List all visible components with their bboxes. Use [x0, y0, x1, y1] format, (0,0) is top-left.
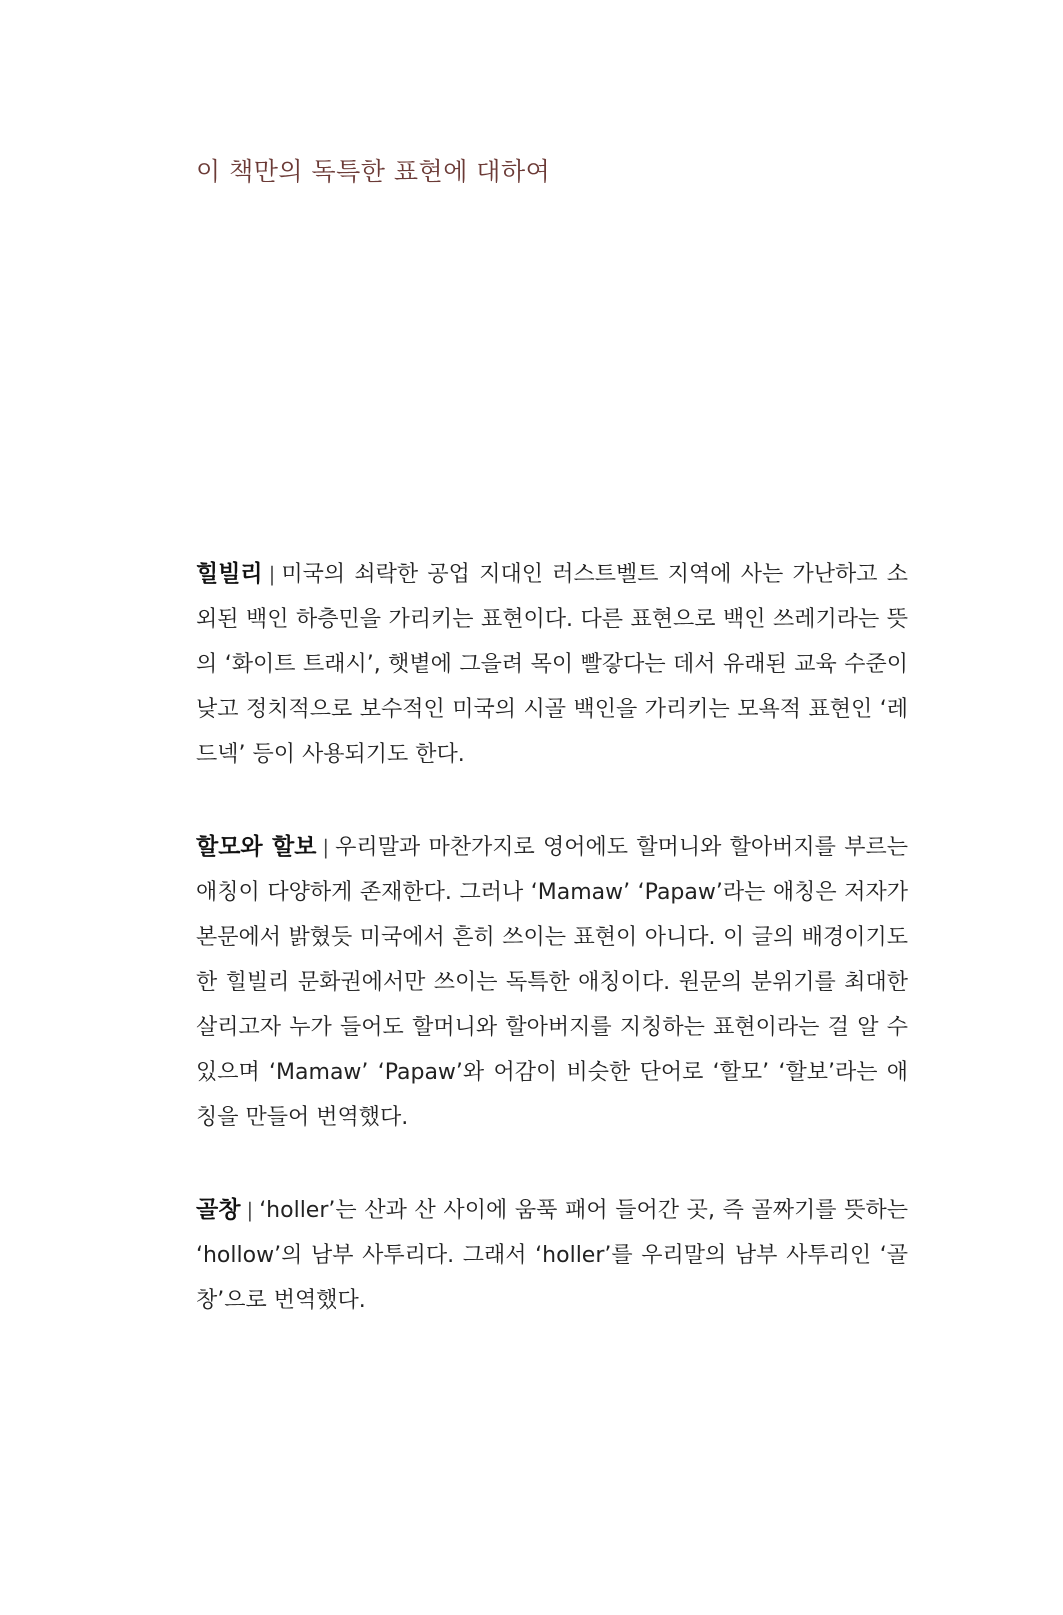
glossary-entries	[196, 552, 908, 1371]
entry-text: 우리말과 마찬가지로 영어에도 할머니와 할아버지를 부르는 애칭이 다양하게 존재한다. 그러나 ‘Mamaw’ ‘Papaw’라는 애칭은 저자가 본문에서 밝혔듯 미국에서 흔히 쓰이는 표현이 아니다. 이 글의 배경이기도 한 힐빌리 문화권에서만 쓰이는 독특한 애칭이다. 원문의 분위기를 최대한 살리고자 누가 들어도 할머니와 할아버지를 지칭하는 표현이라는 걸 알 수 있으며 ‘Mamaw’ ‘Papaw’와 어감이 비슷한 단어로 ‘할모’ ‘할보’라는 애칭을 만들어 번역했다.	[196, 835, 908, 1130]
entry-text: ‘holler’는 산과 산 사이에 움푹 패어 들어간 곳, 즉 골짜기를 뜻하는 ‘hollow’의 남부 사투리다. 그래서 ‘holler’를 우리말의 남부 사투리인 ‘골창’으로 번역했다.	[196, 1198, 908, 1313]
glossary-entry-halmo-halbo	[196, 825, 908, 1140]
entry-separator: |	[246, 1198, 254, 1222]
entry-text: 미국의 쇠락한 공업 지대인 러스트벨트 지역에 사는 가난하고 소외된 백인 하층민을 가리키는 표현이다. 다른 표현으로 백인 쓰레기라는 뜻의 ‘화이트 트래시’, 햇볕에 그을려 목이 빨갛다는 데서 유래된 교육 수준이 낮고 정치적으로 보수적인 미국의 시골 백인을 가리키는 모욕적 표현인 ‘레드넥’ 등이 사용되기도 한다.	[196, 562, 908, 767]
entry-term: 할모와 할보	[196, 834, 317, 860]
glossary-entry-golchang	[196, 1188, 908, 1323]
section-title: 이 책만의 독특한 표현에 대하여	[196, 157, 551, 186]
entry-term: 골창	[196, 1197, 241, 1223]
entry-term: 힐빌리	[196, 561, 263, 587]
entry-separator: |	[268, 562, 276, 586]
glossary-entry-hillbilly	[196, 552, 908, 777]
entry-separator: |	[322, 835, 330, 859]
